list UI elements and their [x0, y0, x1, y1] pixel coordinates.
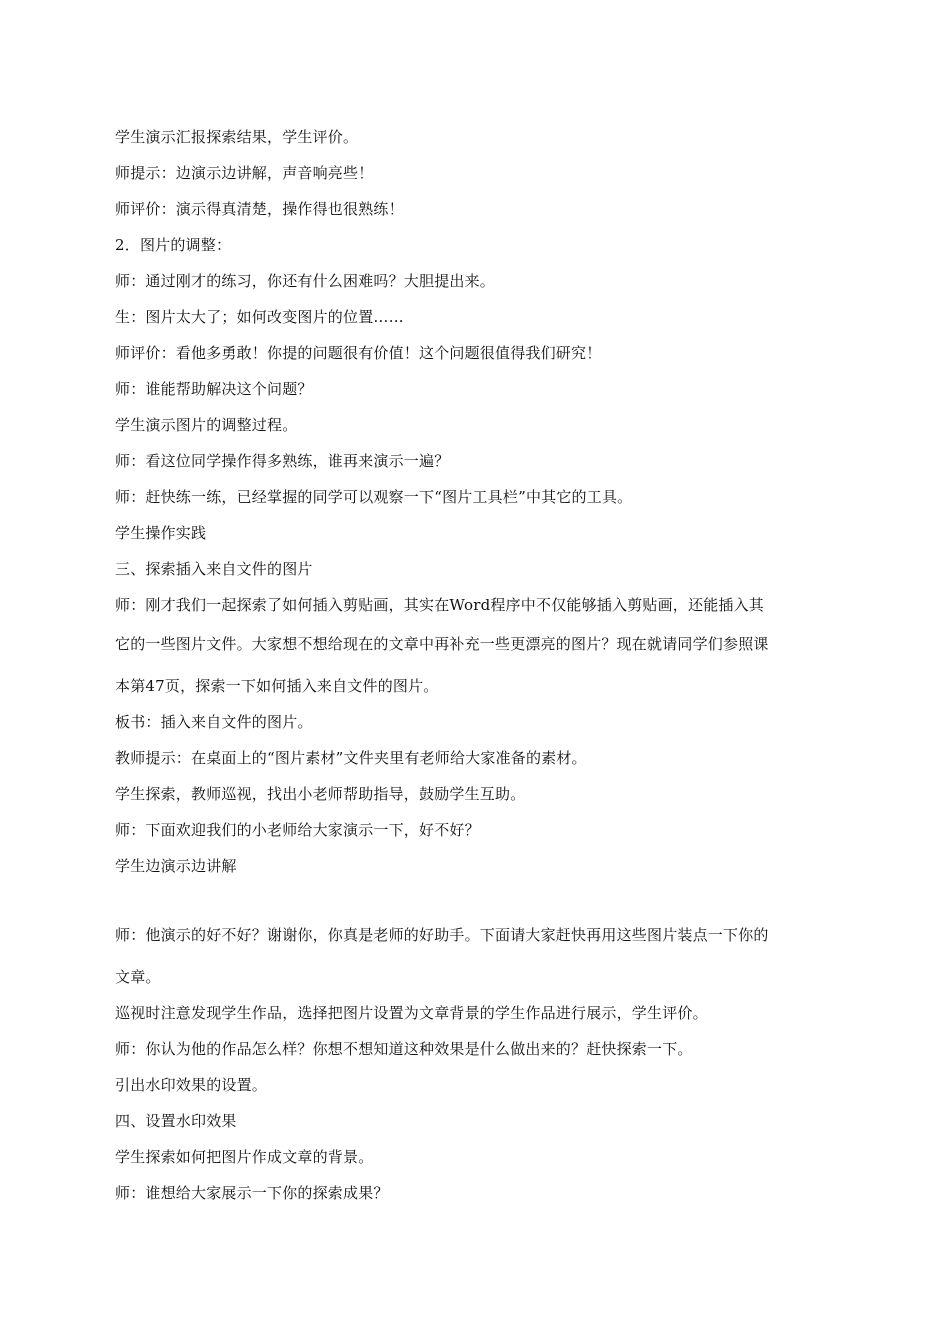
text-line: 师：你认为他的作品怎么样？你想不想知道这种效果是什么做出来的？赶快探索一下。 [115, 1040, 693, 1058]
text-line: 师：刚才我们一起探索了如何插入剪贴画，其实在Word程序中不仅能够插入剪贴画，还能插入其 [115, 596, 765, 614]
section-heading: 2．图片的调整： [115, 236, 232, 254]
text-line: 师：通过刚才的练习，你还有什么困难吗？大胆提出来。 [115, 272, 496, 290]
text-line: 师：谁能帮助解决这个问题？ [115, 380, 313, 398]
text-line: 教师提示：在桌面上的“图片素材”文件夹里有老师给大家准备的素材。 [115, 749, 587, 767]
text-line: 师评价：看他多勇敢！你提的问题很有价值！这个问题很值得我们研究！ [115, 344, 602, 362]
section-heading: 三、探索插入来自文件的图片 [115, 560, 313, 578]
text-line: 文章。 [115, 968, 161, 986]
text-line: 引出水印效果的设置。 [115, 1076, 268, 1094]
text-line: 学生演示汇报探索结果，学生评价。 [115, 128, 359, 146]
text-line: 学生演示图片的调整过程。 [115, 416, 298, 434]
text-line: 师提示：边演示边讲解，声音响亮些！ [115, 164, 374, 182]
text-line: 师：下面欢迎我们的小老师给大家演示一下，好不好？ [115, 821, 480, 839]
text-line: 它的一些图片文件。大家想不想给现在的文章中再补充一些更漂亮的图片？现在就请同学们参照课 [115, 635, 769, 653]
text-line: 师：赶快练一练，已经掌握的同学可以观察一下“图片工具栏”中其它的工具。 [115, 488, 633, 506]
text-line: 本第47页，探索一下如何插入来自文件的图片。 [115, 677, 439, 695]
text-line: 板书：插入来自文件的图片。 [115, 713, 313, 731]
text-line: 师：谁想给大家展示一下你的探索成果？ [115, 1184, 389, 1202]
text-line: 学生操作实践 [115, 524, 207, 542]
section-heading: 四、设置水印效果 [115, 1112, 237, 1130]
text-line: 学生边演示边讲解 [115, 857, 237, 875]
text-line: 学生探索，教师巡视，找出小老师帮助指导，鼓励学生互助。 [115, 785, 526, 803]
text-line: 师：他演示的好不好？谢谢你，你真是老师的好助手。下面请大家赶快再用这些图片装点一下你的 [115, 926, 769, 944]
text-line: 巡视时注意发现学生作品，选择把图片设置为文章背景的学生作品进行展示，学生评价。 [115, 1004, 708, 1022]
text-line: 生：图片太大了；如何改变图片的位置…… [115, 308, 404, 326]
text-line: 学生探索如何把图片作成文章的背景。 [115, 1148, 374, 1166]
text-line: 师：看这位同学操作得多熟练，谁再来演示一遍？ [115, 452, 450, 470]
text-line: 师评价：演示得真清楚，操作得也很熟练！ [115, 200, 404, 218]
